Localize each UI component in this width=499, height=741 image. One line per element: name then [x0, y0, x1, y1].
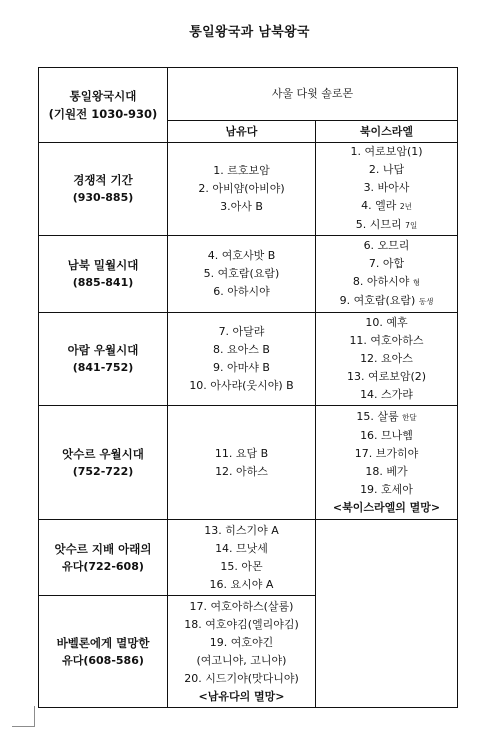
reign-note: 7일 — [405, 221, 418, 230]
period-range: (930-885) — [72, 191, 134, 204]
period-name: 아람 우월시대 — [67, 343, 139, 357]
king-entry: 8. 요아스 B — [213, 343, 270, 356]
king-entry: 9. 아마샤 B — [213, 361, 270, 374]
king-entry: 4. 여호사밧 B — [207, 249, 276, 262]
period-label-cell — [39, 143, 168, 236]
king-entry: 10. 예후 — [365, 316, 408, 329]
period-range: 유다(722-608) — [62, 559, 144, 573]
king-entry: 18. 베가 — [365, 465, 408, 478]
king-entry: 16. 므나헴 — [360, 429, 413, 442]
king-entry: 1. 르호보암 — [213, 164, 270, 177]
king-name: 8. 아하시야 — [352, 275, 413, 288]
king-entry — [316, 273, 457, 292]
united-kingdom-row — [39, 68, 458, 121]
king-entry — [316, 292, 457, 311]
king-entry — [316, 216, 457, 235]
king-entry: 17. 브가히야 — [354, 447, 419, 460]
king-entry: 7. 아합 — [368, 257, 405, 270]
period-label-cell — [39, 596, 168, 708]
period-range: (752-722) — [72, 464, 134, 478]
king-entry: 10. 아사랴(웃시야) B — [189, 379, 294, 392]
south-kings-cell — [168, 520, 316, 596]
king-name: 15. 살룸 — [356, 410, 403, 423]
king-entry: 3. 바아사 — [363, 181, 410, 194]
period-row — [39, 143, 458, 236]
king-entry: 19. 여호야긴 — [209, 635, 274, 649]
united-kings-cell: 사울 다윗 솔로몬 — [168, 68, 458, 121]
king-entry: 14. 므낫세 — [215, 541, 268, 555]
reign-note: 동생 — [418, 297, 434, 306]
south-kings-cell — [168, 406, 316, 520]
king-entry: 20. 시드기야(맛다니야) — [184, 671, 299, 685]
document-title: 통일왕국과 남북왕국 — [189, 25, 310, 40]
period-name: 남북 밀월시대 — [67, 258, 139, 272]
king-entry: 13. 여로보암(2) — [346, 370, 427, 383]
king-entry: 7. 아달랴 — [218, 325, 265, 338]
period-name: 앗수르 우월시대 — [62, 446, 144, 461]
north-empty-cell — [316, 520, 458, 708]
north-israel-header: 북이스라엘 — [316, 121, 458, 143]
king-entry — [316, 197, 457, 216]
king-entry: 6. 아하시야 — [213, 285, 270, 298]
period-range: (885-841) — [72, 276, 134, 289]
king-entry: 12. 아하스 — [215, 464, 268, 478]
king-entry: 15. 아몬 — [220, 559, 263, 573]
period-row — [39, 520, 458, 596]
north-kings-cell — [316, 236, 458, 313]
period-row — [39, 313, 458, 406]
period-row — [39, 406, 458, 520]
period-range: (841-752) — [72, 361, 134, 374]
south-kings-cell — [168, 236, 316, 313]
period-name: 경쟁적 기간 — [73, 173, 133, 187]
north-kings-cell — [316, 406, 458, 520]
king-entry — [316, 408, 457, 427]
king-entry: 5. 여호람(요람) — [203, 267, 280, 280]
king-entry: (여고니야, 고니야) — [196, 653, 287, 667]
north-kings-cell — [316, 313, 458, 406]
king-entry: 17. 여호아하스(살룸) — [189, 599, 294, 613]
south-kings-cell — [168, 143, 316, 236]
page-corner-mark — [12, 706, 35, 727]
period-label-cell — [39, 520, 168, 596]
south-judah-fall: <남유다의 멸망> — [198, 689, 285, 703]
period-range: 유다(608-586) — [62, 653, 144, 667]
king-entry: 12. 요아스 — [360, 352, 413, 365]
north-israel-fall: <북이스라엘의 멸망> — [332, 501, 441, 514]
king-entry: 6. 오므리 — [363, 239, 410, 252]
period-label-cell — [39, 406, 168, 520]
reign-note: 2년 — [399, 202, 412, 211]
united-kingdom-label: 통일왕국시대 — [69, 89, 137, 103]
king-entry: 13. 히스기야 A — [204, 523, 279, 537]
king-entry: 14. 스가랴 — [360, 388, 413, 401]
period-label-cell — [39, 236, 168, 313]
north-kings-cell — [316, 143, 458, 236]
king-name: 4. 엘라 — [361, 199, 400, 212]
king-entry: 16. 요시야 A — [209, 577, 274, 591]
south-kings-cell — [168, 596, 316, 708]
united-kingdom-years: (기원전 1030-930) — [48, 107, 158, 121]
period-row — [39, 236, 458, 313]
king-entry: 3.아사 B — [220, 200, 263, 213]
king-entry: 11. 요담 B — [214, 446, 269, 460]
king-entry: 11. 여호아하스 — [349, 334, 424, 347]
kings-table — [38, 67, 458, 708]
south-judah-header: 남유다 — [168, 121, 316, 143]
king-entry: 1. 여로보암(1) — [350, 145, 423, 158]
king-entry: 2. 아비얌(아비야) — [198, 182, 285, 195]
united-kingdom-label-cell — [39, 68, 168, 143]
reign-note: 한달 — [402, 413, 417, 422]
king-entry: 18. 여호야김(엘리야김) — [184, 617, 299, 631]
period-label-cell — [39, 313, 168, 406]
king-entry: 2. 나답 — [368, 163, 405, 176]
period-name: 바벨론에게 멸망한 — [56, 635, 150, 650]
reign-note: 형 — [412, 278, 421, 287]
king-name: 5. 시므리 — [355, 218, 406, 231]
king-name: 9. 여호람(요람) — [339, 294, 419, 307]
king-entry: 19. 호세아 — [360, 483, 413, 496]
south-kings-cell — [168, 313, 316, 406]
period-name: 앗수르 지배 아래의 — [54, 541, 152, 556]
